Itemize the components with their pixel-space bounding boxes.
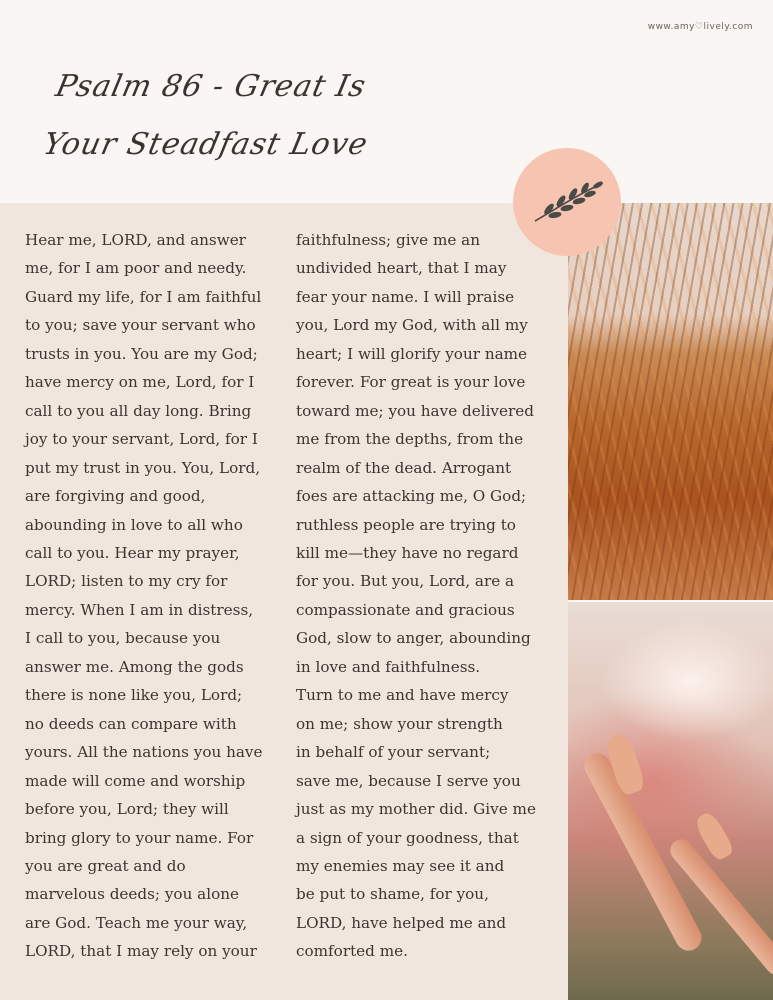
page-title <box>38 58 423 174</box>
scripture-column-1: Hear me, LORD, and answer me, for I am poor and needy. Guard my life, for I am faithful to you; save your servant who trusts in you. You are my God; have mercy on me, Lord, for I call to you all day long. Bring joy to your servant, Lord, for I put my trust in you. You, Lord, are forgiving and good, abounding in love to all who call to you. Hear my prayer, LORD; listen to my cry for mercy. When I am in distress, I call to you, because you answer me. Among the gods there is none like you, Lord; no deeds can compare with yours. All the nations you have made will come and worship before you, Lord; they will bring glory to your name. For you are great and do marvelous deeds; you alone are God. Teach me your way, LORD, that I may rely on your <box>25 231 263 961</box>
scripture-column-2: faithfulness; give me an undivided heart, that I may fear your name. I will praise you, Lord my God, with all my heart; I will glorify your name forever. For great is your love toward me; you have delivered me from the depths, from the realm of the dead. Arrogant foes are attacking me, O God; ruthless people are trying to kill me—they have no regard for you. But you, Lord, are a compassionate and gracious God, slow to anger, abounding in love and faithfulness. Turn to me and have mercy on me; show your strength in behalf of your servant; save me, because I serve you just as my mother did. Give me a sign of your goodness, that my enemies may see it and be put to shame, for you, LORD, have helped me and comforted me. <box>296 231 536 961</box>
title-line-2: Your Steadfast Love <box>40 127 372 162</box>
wheat-field-photo <box>568 203 773 600</box>
image-column <box>568 203 773 1000</box>
raised-hands-photo <box>568 602 773 1000</box>
site-url: www.amy♡lively.com <box>647 22 753 32</box>
title-line-1: Psalm 86 - Great Is <box>52 69 370 104</box>
leaf-sprig-icon <box>529 177 605 227</box>
